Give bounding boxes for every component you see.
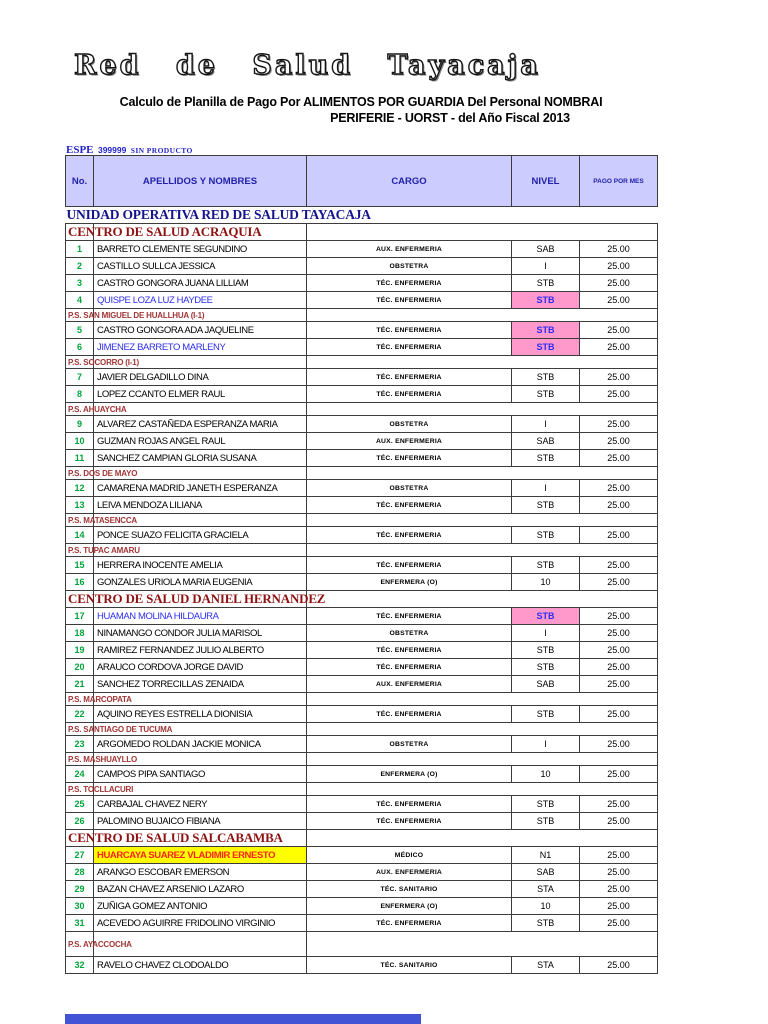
- name-cell: AQUINO REYES ESTRELLA DIONISIA: [94, 706, 307, 723]
- nivel-cell: 10: [512, 574, 580, 591]
- nivel-cell: STB: [512, 322, 580, 339]
- row-number-cell: 29: [66, 881, 94, 898]
- cargo-cell: TÉC. ENFERMERIA: [307, 557, 512, 574]
- nivel-cell: STB: [512, 497, 580, 514]
- table-row: [66, 881, 658, 898]
- cargo-cell: TÉC. ENFERMERIA: [307, 339, 512, 356]
- pago-cell: 25.00: [580, 847, 658, 864]
- table-row: [66, 241, 658, 258]
- cargo-cell: OBSTETRA: [307, 480, 512, 497]
- centro-label-cell: CENTRO DE SALUD DANIEL HERNANDEZ: [66, 591, 94, 608]
- section-row: [66, 783, 658, 796]
- nivel-cell: STB: [512, 339, 580, 356]
- name-cell: BAZAN CHAVEZ ARSENIO LAZARO: [94, 881, 307, 898]
- section-label-cell: P.S. TOCLLACURI: [66, 783, 94, 796]
- cargo-cell: TÉC. ENFERMERIA: [307, 796, 512, 813]
- cargo-cell: TÉC. ENFERMERIA: [307, 608, 512, 625]
- espe-product: SIN PRODUCTO: [130, 146, 193, 155]
- name-cell: QUISPE LOZA LUZ HAYDEE: [94, 292, 307, 309]
- row-number-cell: 16: [66, 574, 94, 591]
- name-cell: RAMIREZ FERNANDEZ JULIO ALBERTO: [94, 642, 307, 659]
- cargo-cell: TÉC. ENFERMERIA: [307, 450, 512, 467]
- nivel-cell: STB: [512, 706, 580, 723]
- row-number-cell: 4: [66, 292, 94, 309]
- cargo-cell: OBSTETRA: [307, 258, 512, 275]
- spacer-cell: [307, 932, 658, 957]
- spacer-cell: [307, 723, 658, 736]
- spacer-cell: [307, 309, 658, 322]
- table-row: [66, 369, 658, 386]
- nivel-cell: STB: [512, 659, 580, 676]
- name-cell: LEIVA MENDOZA LILIANA: [94, 497, 307, 514]
- pago-cell: 25.00: [580, 642, 658, 659]
- header-cargo: CARGO: [307, 156, 512, 207]
- pago-cell: 25.00: [580, 322, 658, 339]
- payroll-table-body: [66, 207, 658, 974]
- cargo-cell: TÉC. ENFERMERIA: [307, 497, 512, 514]
- table-row: [66, 292, 658, 309]
- row-number-cell: 26: [66, 813, 94, 830]
- pago-cell: 25.00: [580, 659, 658, 676]
- nivel-cell: STB: [512, 813, 580, 830]
- name-cell: NINAMANGO CONDOR JULIA MARISOL: [94, 625, 307, 642]
- cargo-cell: OBSTETRA: [307, 416, 512, 433]
- spacer-cell: [307, 544, 658, 557]
- nivel-cell: SAB: [512, 433, 580, 450]
- table-row: [66, 813, 658, 830]
- section-row: [66, 514, 658, 527]
- nivel-cell: STB: [512, 915, 580, 932]
- cargo-cell: TÉC. ENFERMERIA: [307, 369, 512, 386]
- nivel-cell: I: [512, 416, 580, 433]
- section-row: [66, 467, 658, 480]
- row-number-cell: 18: [66, 625, 94, 642]
- centro-label-cell: CENTRO DE SALUD SALCABAMBA: [66, 830, 94, 847]
- spacer-cell: [307, 693, 658, 706]
- table-row: [66, 676, 658, 693]
- header-pago: PAGO POR MES: [580, 156, 658, 207]
- name-cell: ACEVEDO AGUIRRE FRIDOLINO VIRGINIO: [94, 915, 307, 932]
- nivel-cell: I: [512, 736, 580, 753]
- pago-cell: 25.00: [580, 369, 658, 386]
- table-row: [66, 258, 658, 275]
- spacer-cell: [307, 591, 658, 608]
- payroll-table: [65, 155, 658, 974]
- cargo-cell: TÉC. ENFERMERIA: [307, 813, 512, 830]
- pago-cell: 25.00: [580, 915, 658, 932]
- section-label-cell: P.S. MARCOPATA: [66, 693, 94, 706]
- pago-cell: 25.00: [580, 813, 658, 830]
- cargo-cell: TÉC. ENFERMERIA: [307, 706, 512, 723]
- spacer-cell: [307, 224, 658, 241]
- cargo-cell: TÉC. ENFERMERIA: [307, 642, 512, 659]
- row-number-cell: 6: [66, 339, 94, 356]
- section-row: [66, 544, 658, 557]
- nivel-cell: SAB: [512, 864, 580, 881]
- cargo-cell: TÉC. ENFERMERIA: [307, 659, 512, 676]
- name-cell: HERRERA INOCENTE AMELIA: [94, 557, 307, 574]
- cargo-cell: OBSTETRA: [307, 625, 512, 642]
- row-number-cell: 12: [66, 480, 94, 497]
- nivel-cell: 10: [512, 766, 580, 783]
- row-number-cell: 3: [66, 275, 94, 292]
- spacer-cell: [307, 783, 658, 796]
- spacer-cell: [307, 830, 658, 847]
- pago-cell: 25.00: [580, 339, 658, 356]
- cargo-cell: TÉC. ENFERMERIA: [307, 275, 512, 292]
- cargo-cell: TÉC. ENFERMERIA: [307, 915, 512, 932]
- cargo-cell: TÉC. ENFERMERIA: [307, 527, 512, 544]
- nivel-cell: STA: [512, 881, 580, 898]
- table-row: [66, 450, 658, 467]
- header-no: No.: [66, 156, 94, 207]
- pago-cell: 25.00: [580, 386, 658, 403]
- spacer-cell: [307, 753, 658, 766]
- row-number-cell: 8: [66, 386, 94, 403]
- next-page-top-edge: [65, 1014, 421, 1024]
- section-row: [66, 932, 658, 957]
- cargo-cell: AUX. ENFERMERIA: [307, 433, 512, 450]
- espe-label: ESPE: [66, 144, 94, 156]
- table-row: [66, 275, 658, 292]
- table-row: [66, 957, 658, 974]
- row-number-cell: 13: [66, 497, 94, 514]
- nivel-cell: I: [512, 258, 580, 275]
- spacer-cell: [307, 356, 658, 369]
- pago-cell: 25.00: [580, 416, 658, 433]
- row-number-cell: 5: [66, 322, 94, 339]
- name-cell: ARGOMEDO ROLDAN JACKIE MONICA: [94, 736, 307, 753]
- table-row: [66, 796, 658, 813]
- pago-cell: 25.00: [580, 275, 658, 292]
- cargo-cell: TÉC. ENFERMERIA: [307, 386, 512, 403]
- row-number-cell: 9: [66, 416, 94, 433]
- cargo-cell: TÉC. ENFERMERIA: [307, 322, 512, 339]
- table-row: [66, 766, 658, 783]
- table-row: [66, 557, 658, 574]
- row-number-cell: 2: [66, 258, 94, 275]
- table-row: [66, 898, 658, 915]
- nivel-cell: STA: [512, 957, 580, 974]
- name-cell: HUAMAN MOLINA HILDAURA: [94, 608, 307, 625]
- pago-cell: 25.00: [580, 433, 658, 450]
- section-row: [66, 753, 658, 766]
- name-cell: BARRETO CLEMENTE SEGUNDINO: [94, 241, 307, 258]
- nivel-cell: I: [512, 625, 580, 642]
- pago-cell: 25.00: [580, 480, 658, 497]
- row-number-cell: 15: [66, 557, 94, 574]
- table-row: [66, 322, 658, 339]
- spacer-cell: [307, 467, 658, 480]
- spacer-cell: [307, 403, 658, 416]
- row-number-cell: 10: [66, 433, 94, 450]
- header-apellidos: APELLIDOS Y NOMBRES: [94, 156, 307, 207]
- name-cell: CAMPOS PIPA SANTIAGO: [94, 766, 307, 783]
- table-row: [66, 847, 658, 864]
- centro-row: [66, 224, 658, 241]
- subtitle-line-2: PERIFERIE - UORST - del Año Fiscal 2013: [330, 111, 570, 125]
- nivel-cell: I: [512, 480, 580, 497]
- row-number-cell: 22: [66, 706, 94, 723]
- row-number-cell: 31: [66, 915, 94, 932]
- section-label-cell: P.S. AYACCOCHA: [66, 932, 94, 957]
- section-label-cell: P.S. SAN MIGUEL DE HUALLHUA (I-1): [66, 309, 94, 322]
- pago-cell: 25.00: [580, 676, 658, 693]
- pago-cell: 25.00: [580, 258, 658, 275]
- unit-row: [66, 207, 658, 224]
- nivel-cell: STB: [512, 557, 580, 574]
- nivel-cell: STB: [512, 386, 580, 403]
- name-cell: LOPEZ CCANTO ELMER RAUL: [94, 386, 307, 403]
- spacer-cell: [307, 514, 658, 527]
- pago-cell: 25.00: [580, 497, 658, 514]
- centro-row: [66, 830, 658, 847]
- section-row: [66, 693, 658, 706]
- page-title: Red de Salud Tayacaja: [74, 50, 541, 81]
- name-cell: PALOMINO BUJAICO FIBIANA: [94, 813, 307, 830]
- name-cell: ALVAREZ CASTAÑEDA ESPERANZA MARIA: [94, 416, 307, 433]
- name-cell: CASTILLO SULLCA JESSICA: [94, 258, 307, 275]
- espe-number: 399999: [97, 145, 127, 155]
- table-row: [66, 642, 658, 659]
- table-row: [66, 608, 658, 625]
- nivel-cell: STB: [512, 292, 580, 309]
- centro-label-cell: CENTRO DE SALUD ACRAQUIA: [66, 224, 94, 241]
- row-number-cell: 30: [66, 898, 94, 915]
- nivel-cell: N1: [512, 847, 580, 864]
- section-label-cell: P.S. MASHUAYLLO: [66, 753, 94, 766]
- section-row: [66, 356, 658, 369]
- nivel-cell: SAB: [512, 676, 580, 693]
- table-row: [66, 574, 658, 591]
- unit-label-cell: UNIDAD OPERATIVA RED DE SALUD TAYACAJA: [66, 207, 371, 222]
- nivel-cell: STB: [512, 608, 580, 625]
- name-cell: SANCHEZ TORRECILLAS ZENAIDA: [94, 676, 307, 693]
- nivel-cell: STB: [512, 275, 580, 292]
- section-row: [66, 309, 658, 322]
- name-cell: ARAUCO CORDOVA JORGE DAVID: [94, 659, 307, 676]
- section-row: [66, 403, 658, 416]
- table-row: [66, 416, 658, 433]
- section-label-cell: P.S. SOCORRO (I-1): [66, 356, 94, 369]
- pago-cell: 25.00: [580, 881, 658, 898]
- name-cell: GUZMAN ROJAS ANGEL RAUL: [94, 433, 307, 450]
- cargo-cell: TÉC. SANITARIO: [307, 957, 512, 974]
- pago-cell: 25.00: [580, 557, 658, 574]
- pago-cell: 25.00: [580, 766, 658, 783]
- centro-row: [66, 591, 658, 608]
- cargo-cell: ENFERMERA (O): [307, 574, 512, 591]
- row-number-cell: 28: [66, 864, 94, 881]
- row-number-cell: 23: [66, 736, 94, 753]
- row-number-cell: 14: [66, 527, 94, 544]
- table-row: [66, 736, 658, 753]
- cargo-cell: ENFERMERA (O): [307, 766, 512, 783]
- section-label-cell: P.S. AHUAYCHA: [66, 403, 94, 416]
- pago-cell: 25.00: [580, 957, 658, 974]
- section-label-cell: P.S. MATASENCCA: [66, 514, 94, 527]
- row-number-cell: 11: [66, 450, 94, 467]
- row-number-cell: 27: [66, 847, 94, 864]
- nivel-cell: STB: [512, 796, 580, 813]
- table-row: [66, 497, 658, 514]
- name-cell: CAMARENA MADRID JANETH ESPERANZA: [94, 480, 307, 497]
- name-cell: PONCE SUAZO FELICITA GRACIELA: [94, 527, 307, 544]
- pago-cell: 25.00: [580, 706, 658, 723]
- pago-cell: 25.00: [580, 736, 658, 753]
- row-number-cell: 25: [66, 796, 94, 813]
- name-cell: CASTRO GONGORA ADA JAQUELINE: [94, 322, 307, 339]
- row-number-cell: 17: [66, 608, 94, 625]
- nivel-cell: SAB: [512, 241, 580, 258]
- table-row: [66, 706, 658, 723]
- table-row: [66, 386, 658, 403]
- pago-cell: 25.00: [580, 292, 658, 309]
- name-cell: ARANGO ESCOBAR EMERSON: [94, 864, 307, 881]
- row-number-cell: 32: [66, 957, 94, 974]
- name-cell: JIMENEZ BARRETO MARLENY: [94, 339, 307, 356]
- section-row: [66, 723, 658, 736]
- nivel-cell: STB: [512, 642, 580, 659]
- cargo-cell: AUX. ENFERMERIA: [307, 241, 512, 258]
- pago-cell: 25.00: [580, 608, 658, 625]
- pago-cell: 25.00: [580, 625, 658, 642]
- table-row: [66, 625, 658, 642]
- cargo-cell: MÉDICO: [307, 847, 512, 864]
- pago-cell: 25.00: [580, 450, 658, 467]
- table-header-row: [66, 156, 658, 207]
- nivel-cell: 10: [512, 898, 580, 915]
- table-row: [66, 659, 658, 676]
- table-row: [66, 527, 658, 544]
- name-cell: HUARCAYA SUAREZ VLADIMIR ERNESTO: [94, 847, 307, 864]
- name-cell: CASTRO GONGORA JUANA LILLIAM: [94, 275, 307, 292]
- row-number-cell: 1: [66, 241, 94, 258]
- row-number-cell: 24: [66, 766, 94, 783]
- cargo-cell: ENFERMERA (O): [307, 898, 512, 915]
- row-number-cell: 7: [66, 369, 94, 386]
- nivel-cell: STB: [512, 527, 580, 544]
- name-cell: GONZALES URIOLA MARIA EUGENIA: [94, 574, 307, 591]
- cargo-cell: TÉC. SANITARIO: [307, 881, 512, 898]
- name-cell: SANCHEZ CAMPIAN GLORIA SUSANA: [94, 450, 307, 467]
- name-cell: RAVELO CHAVEZ CLODOALDO: [94, 957, 307, 974]
- table-row: [66, 915, 658, 932]
- pago-cell: 25.00: [580, 898, 658, 915]
- section-label-cell: P.S. TUPAC AMARU: [66, 544, 94, 557]
- name-cell: CARBAJAL CHAVEZ NERY: [94, 796, 307, 813]
- section-label-cell: P.S. DOS DE MAYO: [66, 467, 94, 480]
- pago-cell: 25.00: [580, 796, 658, 813]
- subtitle-line-1: Calculo de Planilla de Pago Por ALIMENTOS POR GUARDIA Del Personal NOMBRAI: [119, 95, 603, 109]
- pago-cell: 25.00: [580, 527, 658, 544]
- nivel-cell: STB: [512, 450, 580, 467]
- name-cell: ZUÑIGA GOMEZ ANTONIO: [94, 898, 307, 915]
- cargo-cell: TÉC. ENFERMERIA: [307, 292, 512, 309]
- row-number-cell: 20: [66, 659, 94, 676]
- table-row: [66, 864, 658, 881]
- cargo-cell: AUX. ENFERMERIA: [307, 864, 512, 881]
- nivel-cell: STB: [512, 369, 580, 386]
- pago-cell: 25.00: [580, 241, 658, 258]
- row-number-cell: 19: [66, 642, 94, 659]
- pago-cell: 25.00: [580, 574, 658, 591]
- table-row: [66, 433, 658, 450]
- pago-cell: 25.00: [580, 864, 658, 881]
- cargo-cell: AUX. ENFERMERIA: [307, 676, 512, 693]
- row-number-cell: 21: [66, 676, 94, 693]
- header-nivel: NIVEL: [512, 156, 580, 207]
- section-label-cell: P.S. SANTIAGO DE TUCUMA: [66, 723, 94, 736]
- name-cell: JAVIER DELGADILLO DINA: [94, 369, 307, 386]
- table-row: [66, 339, 658, 356]
- table-row: [66, 480, 658, 497]
- cargo-cell: OBSTETRA: [307, 736, 512, 753]
